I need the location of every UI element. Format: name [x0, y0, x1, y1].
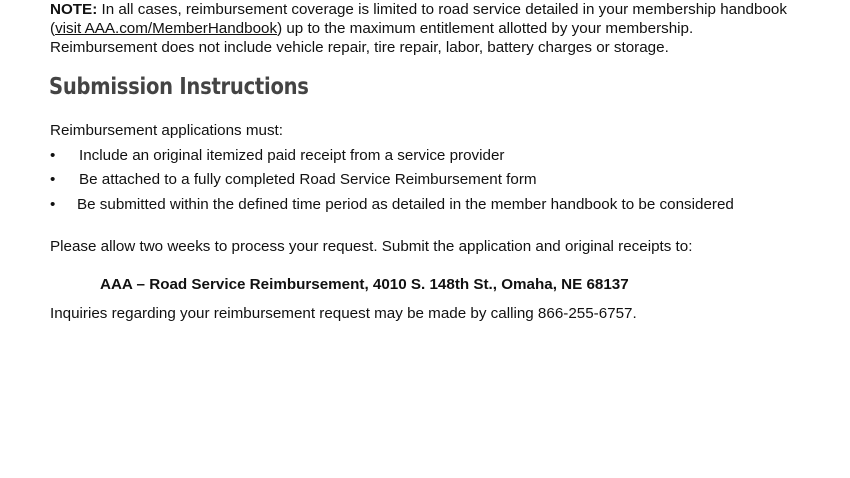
- paren: (: [50, 20, 56, 37]
- bullet-icon: •: [50, 196, 56, 213]
- bullet-icon: •: [50, 147, 56, 164]
- note-line-3: Reimbursement does not include vehicle repair, tire repair, labor, battery charges or storage.: [50, 39, 669, 56]
- note-paragraph: [50, 0, 787, 57]
- note-line-2: [50, 19, 787, 38]
- note-label: NOTE:: [50, 1, 98, 18]
- submit-instructions: Please allow two weeks to process your request. Submit the application and original receipts to:: [50, 238, 693, 255]
- note-text: ) up to the maximum entitlement allotted by your membership.: [277, 20, 694, 37]
- list-item: Be submitted within the defined time period as detailed in the member handbook to be considered: [77, 196, 734, 213]
- intro-text: Reimbursement applications must:: [50, 122, 283, 139]
- note-text: In all cases, reimbursement coverage is limited to road service detailed in your membership handbook: [97, 1, 787, 18]
- mailing-address: AAA – Road Service Reimbursement, 4010 S. 148th St., Omaha, NE 68137: [100, 276, 629, 293]
- member-handbook-link[interactable]: visit AAA.com/MemberHandbook: [55, 20, 278, 37]
- bullet-icon: •: [50, 171, 56, 188]
- section-heading: Submission Instructions: [49, 74, 309, 100]
- list-item: Be attached to a fully completed Road Service Reimbursement form: [79, 171, 537, 188]
- note-line-1: [50, 0, 787, 19]
- list-item: Include an original itemized paid receipt from a service provider: [79, 147, 505, 164]
- inquiries-text: Inquiries regarding your reimbursement request may be made by calling 866-255-6757.: [50, 305, 637, 322]
